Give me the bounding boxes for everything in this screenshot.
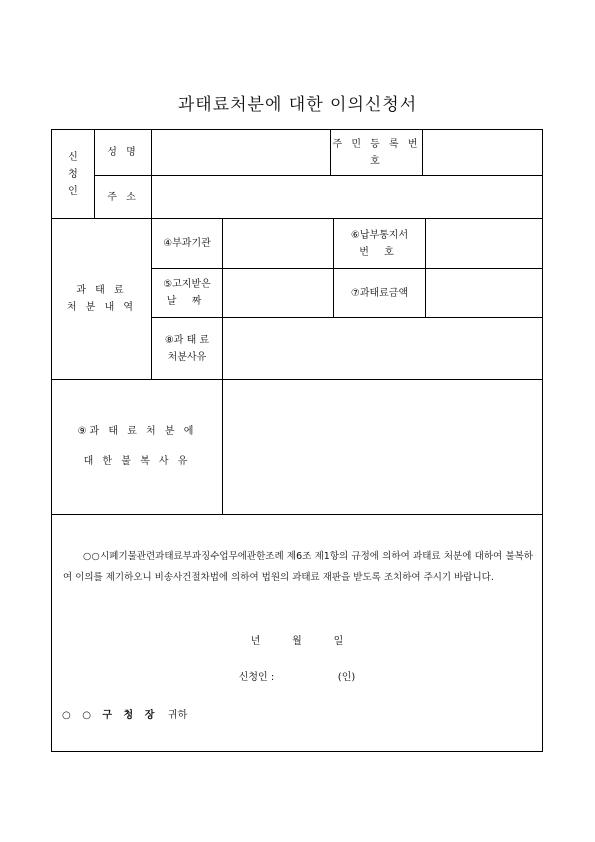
reason-line1: ⑧과 태 료 bbox=[164, 334, 210, 346]
reason-field[interactable] bbox=[223, 318, 542, 379]
label-char: 신 bbox=[68, 151, 78, 163]
reason-line2: 처분사유 bbox=[167, 351, 207, 363]
name-label: 성 명 bbox=[107, 147, 139, 158]
notice-no-line1: ⑥납부통지서 bbox=[350, 229, 409, 241]
statement-text: ○○시폐기물관련과태료부과징수업무에관한조례 제6조 제1항의 규정에 의하여 과태료 처분에 대하여 불복하여 이의를 제기하오니 비송사건절차법에 의하여 법원의 과태료 재판을 받도록 조치하여 주시기 바랍니다. bbox=[63, 551, 533, 583]
date-line: 년 월 일 bbox=[250, 636, 344, 647]
reason-label bbox=[152, 318, 222, 379]
label-char: 청 bbox=[68, 168, 78, 180]
row-divider bbox=[51, 514, 543, 515]
objection-field[interactable] bbox=[223, 380, 542, 514]
notice-no-label bbox=[334, 219, 425, 268]
objection-label bbox=[52, 380, 222, 514]
address-field[interactable] bbox=[152, 176, 542, 218]
label-char: 인 bbox=[68, 185, 78, 197]
addressee-suffix: 귀하 bbox=[167, 710, 188, 721]
amount-label: ⑦과태료금액 bbox=[350, 287, 409, 299]
amount-field[interactable] bbox=[426, 269, 542, 317]
notice-date-label bbox=[152, 269, 222, 317]
rrn-label-line1: 주 민 등 록 번 bbox=[332, 138, 421, 150]
notice-date-line1: ⑤고지받은 bbox=[163, 279, 211, 290]
document-title: 과태료처분에 대한 이의신청서 bbox=[177, 95, 418, 115]
addressee-name: ○ ○ 구 청 장 bbox=[62, 710, 159, 721]
imposing-agency-label: ④부과기관 bbox=[163, 238, 211, 249]
name-field[interactable] bbox=[152, 130, 330, 175]
objection-line1: ⑨과 태 료 처 분 에 bbox=[77, 426, 197, 437]
fine-section-label bbox=[52, 219, 151, 379]
signature-line: 신청인 : (인) bbox=[238, 672, 356, 683]
rrn-field[interactable] bbox=[423, 130, 542, 175]
fine-label-line2: 처 분 내 역 bbox=[66, 302, 137, 313]
notice-date-field[interactable] bbox=[223, 269, 333, 317]
notice-no-line2: 번 호 bbox=[359, 246, 400, 258]
fine-label-line1: 과 태 료 bbox=[76, 285, 127, 296]
notice-date-line2: 날 짜 bbox=[166, 296, 208, 307]
addressee bbox=[62, 706, 187, 721]
applicant-section-label bbox=[52, 130, 94, 218]
notice-no-field[interactable] bbox=[426, 219, 542, 268]
rrn-label-line2: 호 bbox=[370, 155, 383, 167]
rrn-label bbox=[331, 130, 422, 175]
address-label: 주 소 bbox=[107, 191, 139, 203]
objection-line2: 대 한 불 복 사 유 bbox=[83, 456, 191, 467]
imposing-agency-field[interactable] bbox=[223, 219, 333, 268]
